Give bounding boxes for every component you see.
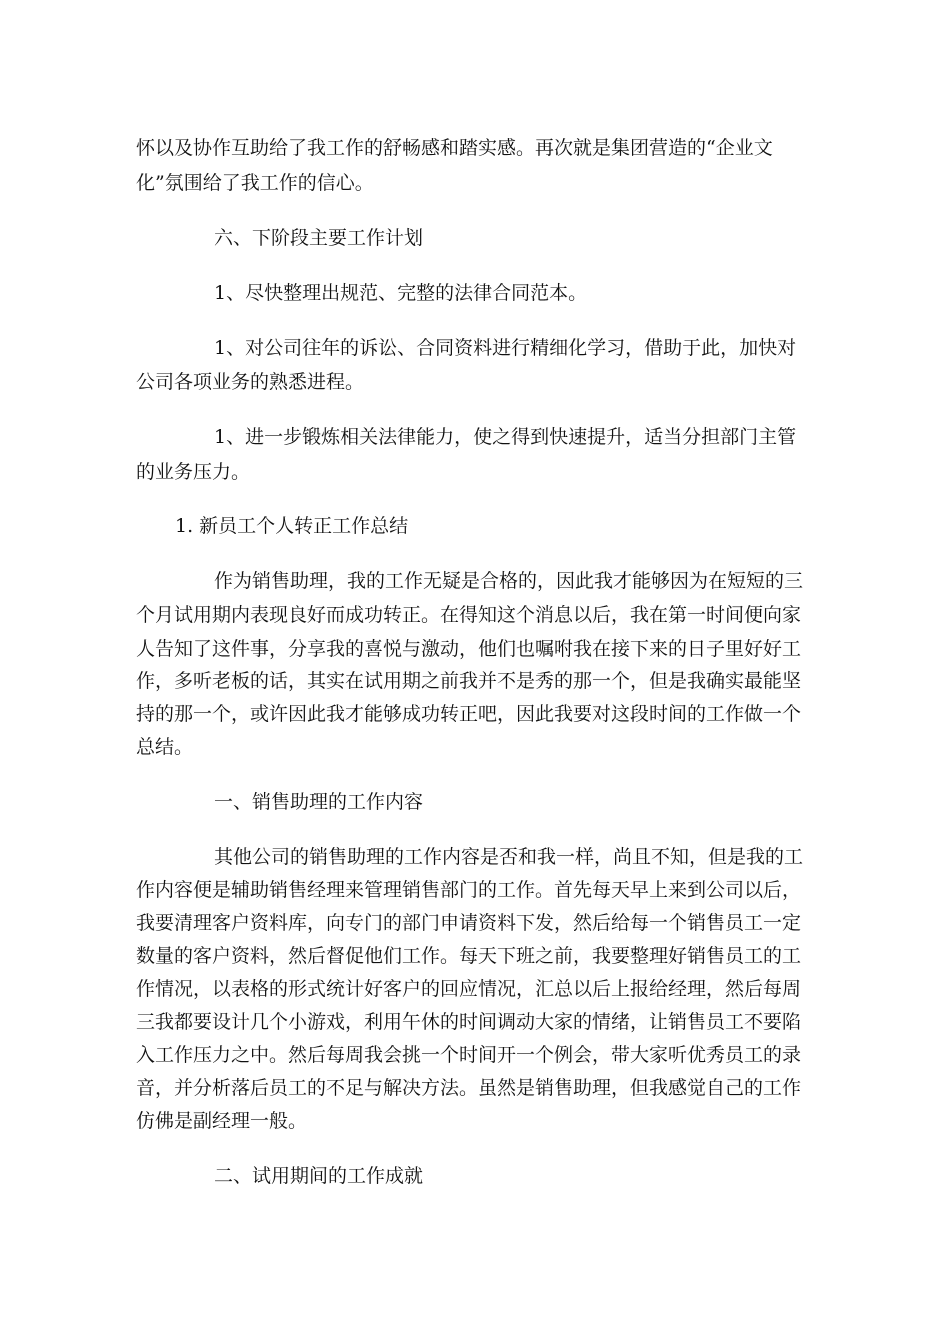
- paragraph-line: 个月试用期内表现良好而成功转正。在得知这个消息以后，我在第一时间便向家: [136, 604, 802, 626]
- document-title: 1. 新员工个人转正工作总结: [175, 515, 409, 537]
- paragraph-line: 入工作压力之中。然后每周我会挑一个时间开一个例会，带大家听优秀员工的录: [136, 1044, 802, 1066]
- section-heading-next-plan: 六、下阶段主要工作计划: [214, 227, 424, 249]
- paragraph-line: 怀以及协作互助给了我工作的舒畅感和踏实感。再次就是集团营造的“企业文: [136, 137, 773, 159]
- paragraph-line: 公司各项业务的熟悉进程。: [136, 371, 365, 393]
- paragraph-line: 作为销售助理，我的工作无疑是合格的，因此我才能够因为在短短的三: [214, 570, 804, 592]
- paragraph-line: 音，并分析落后员工的不足与解决方法。虽然是销售助理，但我感觉自己的工作: [136, 1077, 802, 1099]
- paragraph-line: 作内容便是辅助销售经理来管理销售部门的工作。首先每天早上来到公司以后，: [136, 879, 802, 901]
- paragraph-line: 作情况，以表格的形式统计好客户的回应情况，汇总以后上报给经理，然后每周: [136, 978, 802, 1000]
- paragraph-line: 总结。: [136, 736, 194, 758]
- paragraph-line: 的业务压力。: [136, 461, 251, 483]
- section-heading-job-content: 一、销售助理的工作内容: [214, 791, 424, 813]
- paragraph-line: 化”氛围给了我工作的信心。: [136, 172, 374, 194]
- paragraph-line: 作，多听老板的话，其实在试用期之前我并不是秀的那一个，但是我确实最能坚: [136, 670, 802, 692]
- paragraph-line: 三我都要设计几个小游戏，利用午休的时间调动大家的情绪，让销售员工不要陷: [136, 1011, 802, 1033]
- paragraph-line: 其他公司的销售助理的工作内容是否和我一样，尚且不知，但是我的工: [214, 846, 804, 868]
- list-item: 1、尽快整理出规范、完整的法律合同范本。: [214, 282, 588, 304]
- paragraph-line: 我要清理客户资料库，向专门的部门申请资料下发，然后给每一个销售员工一定: [136, 912, 802, 934]
- list-item: 1、对公司往年的诉讼、合同资料进行精细化学习，借助于此，加快对: [214, 337, 797, 359]
- section-heading-achievements: 二、试用期间的工作成就: [214, 1165, 424, 1187]
- list-item: 1、进一步锻炼相关法律能力，使之得到快速提升，适当分担部门主管: [214, 426, 797, 448]
- paragraph-line: 数量的客户资料，然后督促他们工作。每天下班之前，我要整理好销售员工的工: [136, 945, 802, 967]
- paragraph-line: 人告知了这件事，分享我的喜悦与激动，他们也嘱咐我在接下来的日子里好好工: [136, 638, 802, 660]
- paragraph-line: 仿佛是副经理一般。: [136, 1110, 308, 1132]
- paragraph-line: 持的那一个，或许因此我才能够成功转正吧，因此我要对这段时间的工作做一个: [136, 703, 802, 725]
